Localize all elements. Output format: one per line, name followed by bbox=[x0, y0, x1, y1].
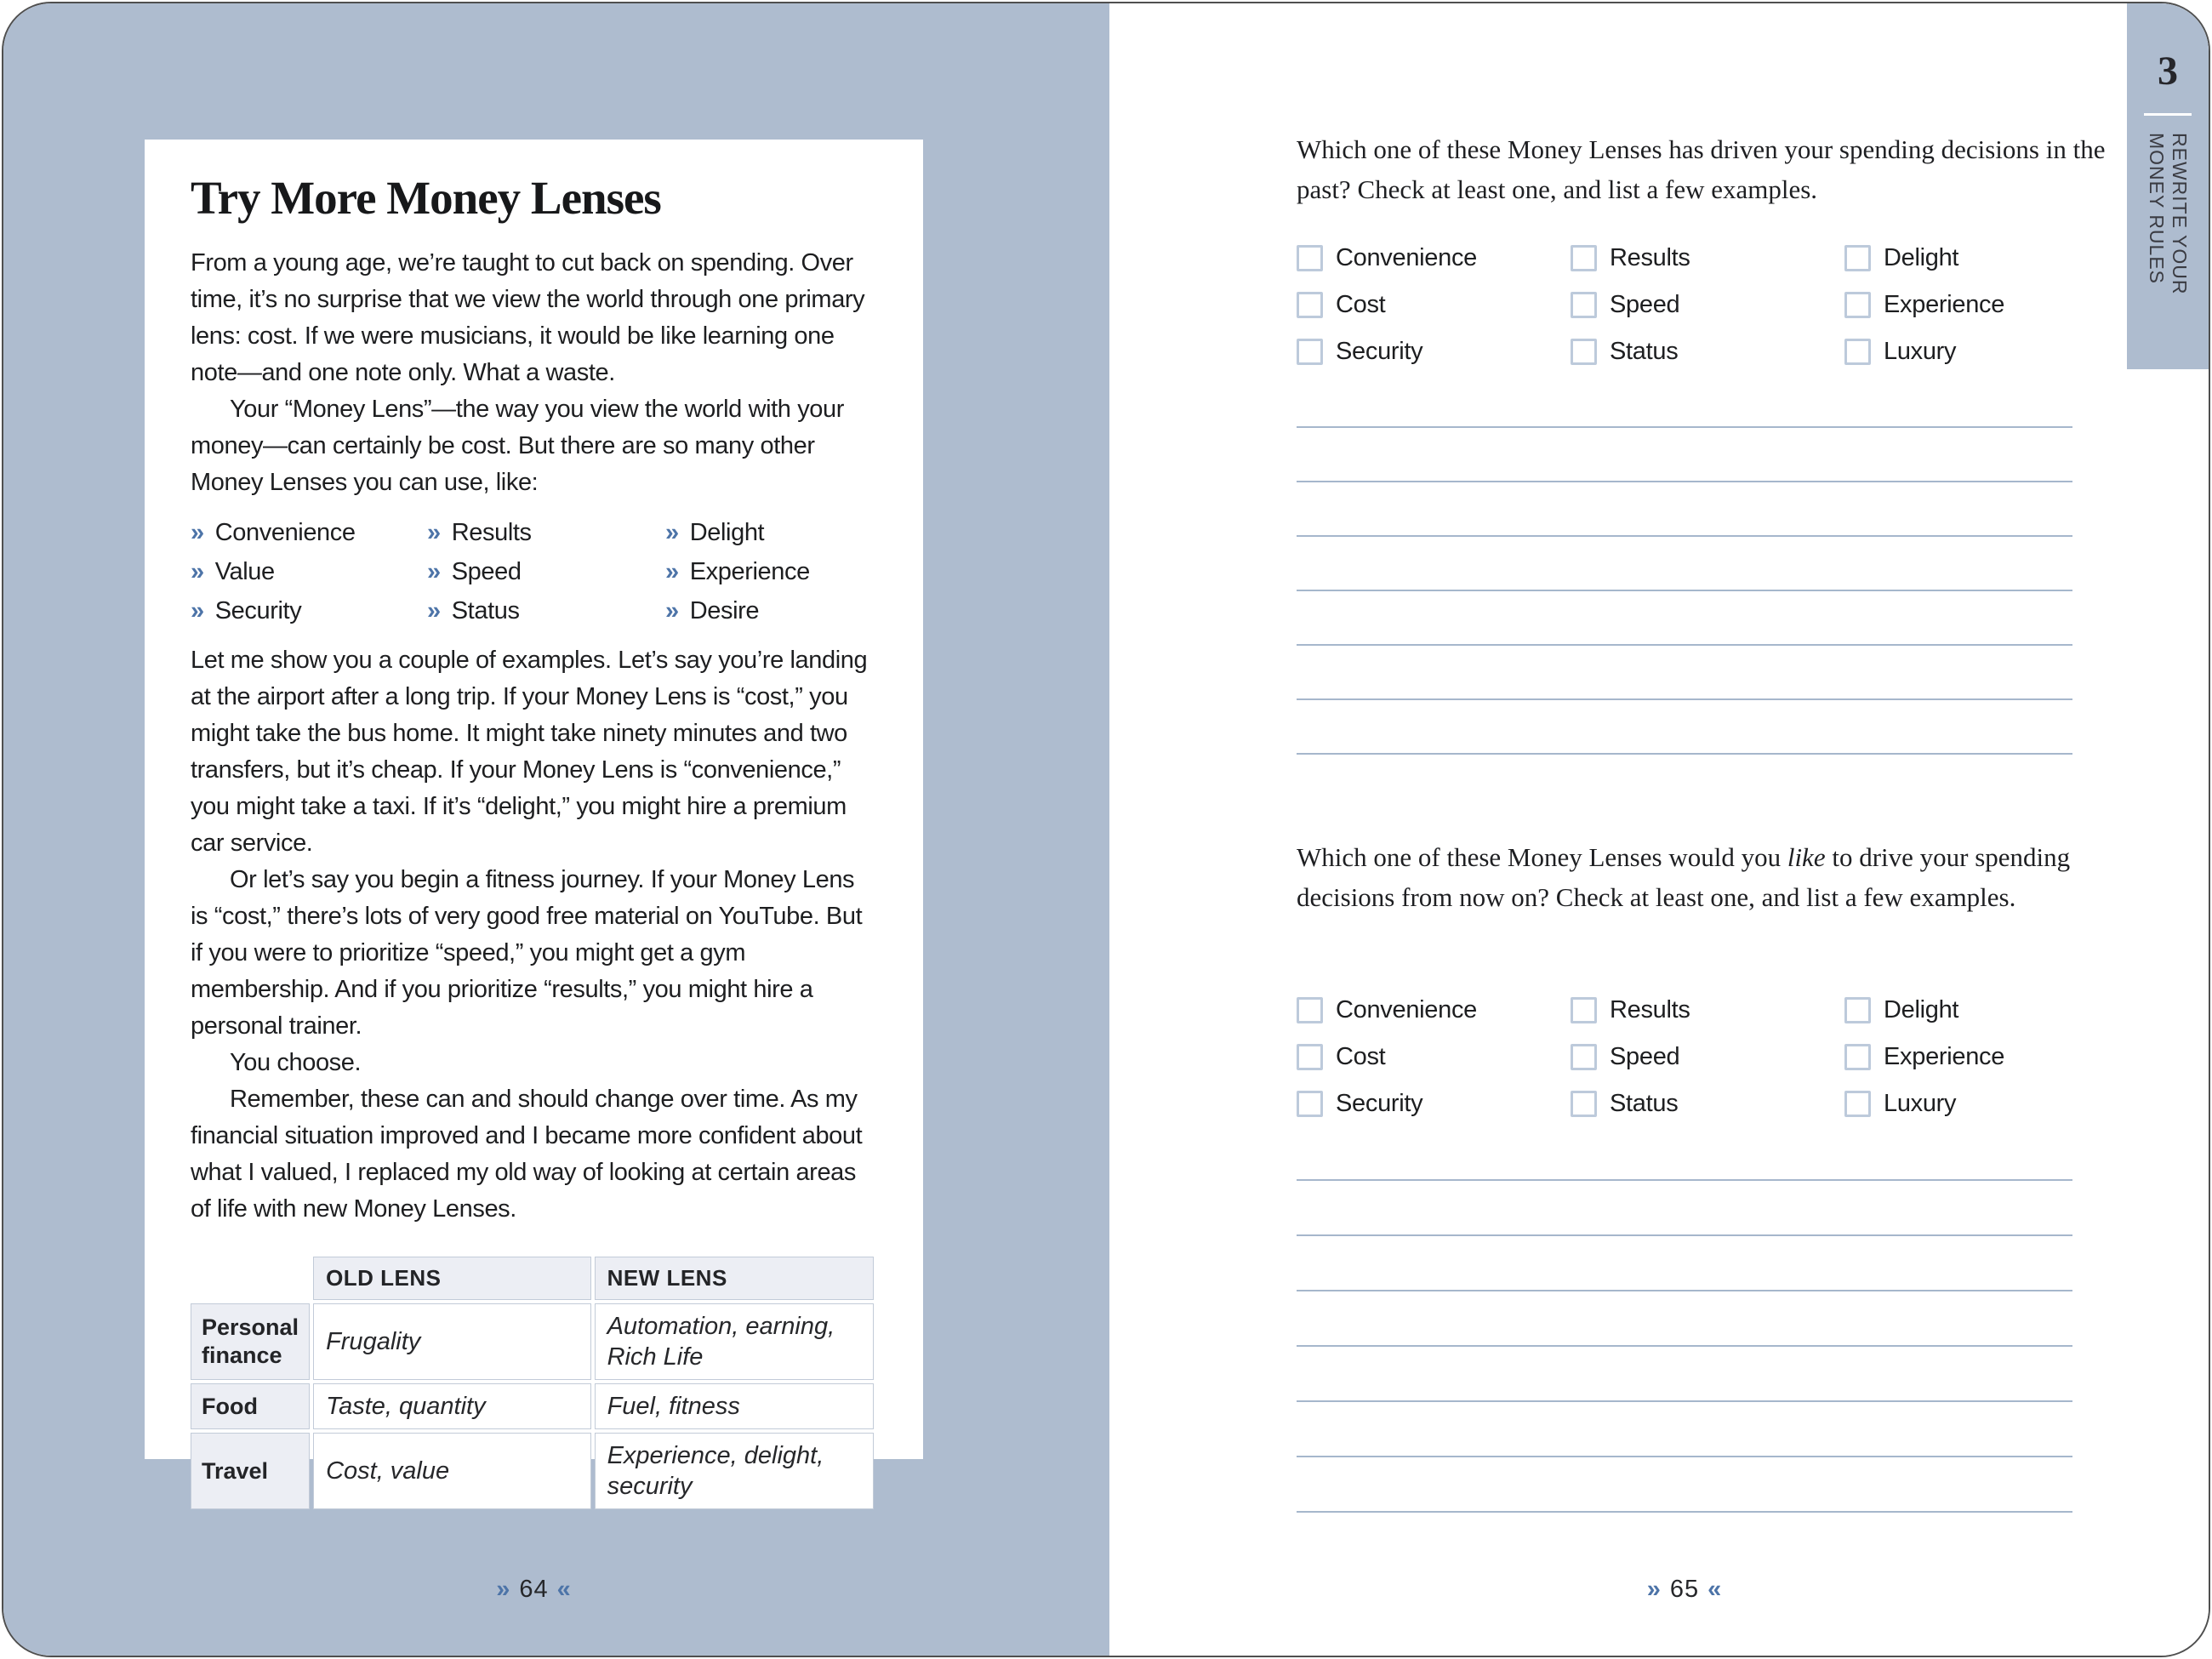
checkbox[interactable] bbox=[1571, 1044, 1597, 1070]
right-chevrons-icon: » bbox=[1646, 1576, 1662, 1603]
checkbox[interactable] bbox=[1844, 245, 1871, 271]
paragraph: Your “Money Lens”—the way you view the world with your money—can certainly be cost. But there are so many other Money Lenses you can use, like: bbox=[191, 396, 845, 496]
question-past-lenses: Which one of these Money Lenses has driven your spending decisions in the past? Check at least one, and list a few examples. bbox=[1297, 134, 2106, 204]
writing-line[interactable] bbox=[1297, 1126, 2072, 1181]
checkbox-grid-future bbox=[1297, 996, 2105, 1118]
bullet-label: Speed bbox=[451, 558, 522, 585]
page-number-left bbox=[145, 1576, 923, 1604]
checkbox-option bbox=[1297, 291, 1571, 319]
writing-line[interactable] bbox=[1297, 646, 2072, 700]
checkbox[interactable] bbox=[1571, 292, 1597, 318]
checkbox[interactable] bbox=[1297, 292, 1323, 318]
table-cell: Frugality bbox=[313, 1303, 591, 1380]
chapter-title-vertical: REWRITE YOUR MONEY RULES bbox=[2146, 132, 2191, 295]
checkbox-option bbox=[1297, 1043, 1571, 1071]
bullet-label: Desire bbox=[689, 597, 760, 624]
row-label: Travel bbox=[191, 1433, 310, 1509]
checkbox-label: Experience bbox=[1884, 1043, 2005, 1070]
checkbox-label: Cost bbox=[1336, 1043, 1386, 1070]
row-label: Food bbox=[191, 1383, 310, 1429]
writing-line[interactable] bbox=[1297, 1291, 2072, 1347]
writing-line[interactable] bbox=[1297, 591, 2072, 646]
checkbox-option bbox=[1571, 996, 1844, 1024]
checkbox-label: Convenience bbox=[1336, 244, 1477, 271]
checkbox-option bbox=[1844, 996, 2105, 1024]
writing-line[interactable] bbox=[1297, 700, 2072, 755]
checkbox[interactable] bbox=[1844, 292, 1871, 318]
checkbox-label: Speed bbox=[1610, 291, 1680, 318]
checkbox[interactable] bbox=[1844, 339, 1871, 365]
writing-line[interactable] bbox=[1297, 1457, 2072, 1513]
table-row bbox=[191, 1383, 874, 1429]
list-item bbox=[665, 593, 877, 629]
writing-line[interactable] bbox=[1297, 1236, 2072, 1291]
question-text: to drive your spending decisions from now on? Check at least one, and list a few examples. bbox=[1297, 842, 2071, 912]
checkbox-label: Security bbox=[1336, 338, 1423, 365]
checkbox-option bbox=[1297, 1090, 1571, 1118]
money-lens-bullet-list bbox=[191, 515, 877, 629]
checkbox-label: Luxury bbox=[1884, 338, 1957, 365]
checkbox-label: Delight bbox=[1884, 244, 1959, 271]
list-item bbox=[665, 554, 877, 590]
checkbox[interactable] bbox=[1844, 1091, 1871, 1117]
list-item bbox=[427, 593, 665, 629]
checkbox-label: Status bbox=[1610, 338, 1679, 365]
checkbox-option bbox=[1571, 244, 1844, 272]
right-chevrons-icon: » bbox=[496, 1576, 511, 1603]
checkbox-label: Cost bbox=[1336, 291, 1386, 318]
bullet-label: Convenience bbox=[214, 519, 356, 546]
chapter-tab[interactable] bbox=[2127, 3, 2209, 369]
question-text: Which one of these Money Lenses would you bbox=[1297, 842, 1787, 872]
chevrons-icon: » bbox=[191, 558, 204, 585]
table-header-row bbox=[191, 1257, 874, 1300]
page-number: 65 bbox=[1669, 1576, 1700, 1603]
writing-line[interactable] bbox=[1297, 482, 2072, 537]
writing-line[interactable] bbox=[1297, 1181, 2072, 1236]
table-header-new-lens: NEW LENS bbox=[595, 1257, 874, 1300]
checkbox-label: Results bbox=[1610, 996, 1690, 1023]
table-corner-cell bbox=[191, 1257, 310, 1300]
writing-line[interactable] bbox=[1297, 373, 2072, 428]
writing-line[interactable] bbox=[1297, 537, 2072, 591]
left-page bbox=[3, 3, 1109, 1656]
checkbox[interactable] bbox=[1844, 997, 1871, 1023]
checkbox-option bbox=[1571, 338, 1844, 366]
table-row bbox=[191, 1433, 874, 1509]
row-label: Personal finance bbox=[191, 1303, 310, 1380]
checkbox-label: Security bbox=[1336, 1090, 1423, 1117]
checkbox[interactable] bbox=[1844, 1044, 1871, 1070]
checkbox[interactable] bbox=[1571, 339, 1597, 365]
old-new-lens-table bbox=[187, 1253, 877, 1513]
checkbox[interactable] bbox=[1571, 1091, 1597, 1117]
table-row bbox=[191, 1303, 874, 1380]
left-chevrons-icon: « bbox=[556, 1576, 572, 1603]
writing-line[interactable] bbox=[1297, 428, 2072, 482]
chevrons-icon: » bbox=[191, 597, 204, 624]
bullet-label: Experience bbox=[689, 558, 810, 585]
checkbox[interactable] bbox=[1297, 997, 1323, 1023]
bullet-label: Status bbox=[451, 597, 520, 624]
paragraph: You choose. bbox=[230, 1049, 362, 1076]
checkbox-label: Results bbox=[1610, 244, 1690, 271]
book-spread bbox=[2, 2, 2210, 1657]
chevrons-icon: » bbox=[427, 519, 441, 546]
table-cell: Fuel, fitness bbox=[595, 1383, 874, 1429]
page-number: 64 bbox=[519, 1576, 549, 1603]
checkbox-grid-past bbox=[1297, 244, 2105, 366]
checkbox-label: Luxury bbox=[1884, 1090, 1957, 1117]
paragraph: Or let’s say you begin a fitness journey. If your Money Lens is “cost,” there’s lots of very good free material on YouTube. But if you were to prioritize “speed,” you might get a gym membership. And if you prioritize “results,” you might hire a personal trainer. bbox=[191, 866, 863, 1040]
checkbox-option bbox=[1571, 291, 1844, 319]
checkbox[interactable] bbox=[1297, 245, 1323, 271]
money-lenses-card bbox=[145, 140, 923, 1500]
chapter-number: 3 bbox=[2158, 48, 2178, 94]
chevrons-icon: » bbox=[427, 558, 441, 585]
checkbox-option bbox=[1297, 338, 1571, 366]
list-item bbox=[427, 554, 665, 590]
page-number-right bbox=[1297, 1576, 2072, 1604]
checkbox[interactable] bbox=[1571, 245, 1597, 271]
paragraph: From a young age, we’re taught to cut back on spending. Over time, it’s no surprise that we view the world through one primary lens: cost. If we were musicians, it would be like learning one note—and one note only. What a waste. bbox=[191, 249, 865, 386]
checkbox[interactable] bbox=[1297, 339, 1323, 365]
checkbox-option bbox=[1844, 338, 2105, 366]
writing-line[interactable] bbox=[1297, 1347, 2072, 1402]
writing-line[interactable] bbox=[1297, 1402, 2072, 1457]
checkbox-option bbox=[1844, 244, 2105, 272]
left-chevrons-icon: « bbox=[1707, 1576, 1723, 1603]
question-italic-word: like bbox=[1787, 842, 1826, 872]
checkbox-label: Status bbox=[1610, 1090, 1679, 1117]
checkbox-option bbox=[1297, 996, 1571, 1024]
bullet-label: Value bbox=[214, 558, 275, 585]
checkbox[interactable] bbox=[1297, 1044, 1323, 1070]
checkbox-label: Experience bbox=[1884, 291, 2005, 318]
tab-divider bbox=[2144, 113, 2192, 116]
chevrons-icon: » bbox=[191, 519, 204, 546]
card-title: Try More Money Lenses bbox=[191, 172, 661, 224]
bullet-label: Results bbox=[451, 519, 532, 546]
checkbox-label: Delight bbox=[1884, 996, 1959, 1023]
table-cell: Taste, quantity bbox=[313, 1383, 591, 1429]
chevrons-icon: » bbox=[665, 558, 679, 585]
checkbox-option bbox=[1844, 1090, 2105, 1118]
checkbox-label: Convenience bbox=[1336, 996, 1477, 1023]
checkbox-option bbox=[1297, 244, 1571, 272]
bullet-label: Delight bbox=[689, 519, 765, 546]
checkbox-option bbox=[1571, 1090, 1844, 1118]
checkbox-option bbox=[1571, 1043, 1844, 1071]
chevrons-icon: » bbox=[427, 597, 441, 624]
checkbox-option bbox=[1844, 291, 2105, 319]
list-item bbox=[427, 515, 665, 550]
list-item bbox=[665, 515, 877, 550]
table-header-old-lens: OLD LENS bbox=[313, 1257, 591, 1300]
writing-lines-future bbox=[1297, 1126, 2072, 1513]
checkbox[interactable] bbox=[1571, 997, 1597, 1023]
table-cell: Automation, earning, Rich Life bbox=[595, 1303, 874, 1380]
checkbox-label: Speed bbox=[1610, 1043, 1680, 1070]
chevrons-icon: » bbox=[665, 597, 679, 624]
chevrons-icon: » bbox=[665, 519, 679, 546]
bullet-label: Security bbox=[214, 597, 302, 624]
paragraph: Let me show you a couple of examples. Let’s say you’re landing at the airport after a long trip. If your Money Lens is “cost,” you might take the bus home. It might take ninety minutes and two transfers, but it’s cheap. If your Money Lens is “convenience,” you might take a taxi. If it’s “delight,” you might hire a premium car service. bbox=[191, 647, 868, 857]
question-future-lenses bbox=[1297, 837, 2135, 917]
writing-lines-past bbox=[1297, 373, 2072, 755]
list-item bbox=[191, 593, 427, 629]
table-cell: Experience, delight, security bbox=[595, 1433, 874, 1509]
table-cell: Cost, value bbox=[313, 1433, 591, 1509]
paragraph: Remember, these can and should change over time. As my financial situation improved and I became more confident about what I valued, I replaced my old way of looking at certain areas of life with new Money Lenses. bbox=[191, 1086, 863, 1223]
list-item bbox=[191, 515, 427, 550]
checkbox-option bbox=[1844, 1043, 2105, 1071]
checkbox[interactable] bbox=[1297, 1091, 1323, 1117]
list-item bbox=[191, 554, 427, 590]
